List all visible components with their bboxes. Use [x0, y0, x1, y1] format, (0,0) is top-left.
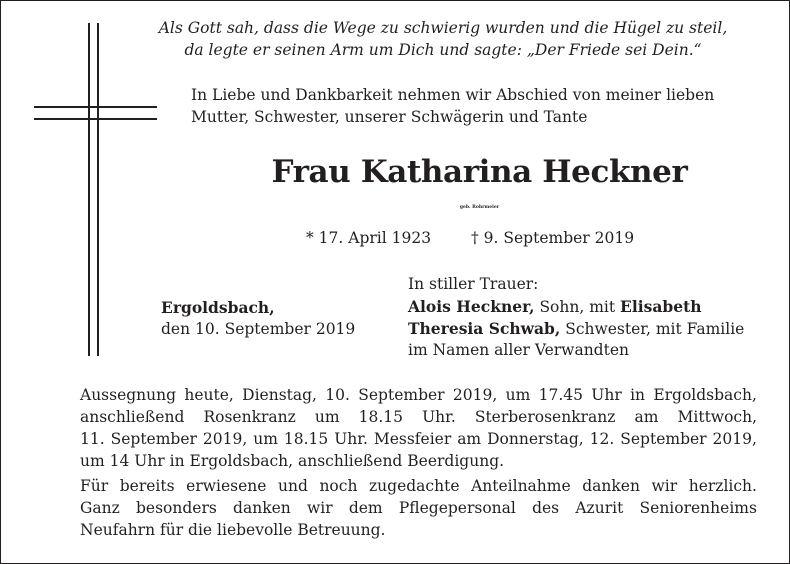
mourners: [408, 274, 744, 362]
deceased-name: Frau Katharina Heckner: [271, 154, 688, 190]
paragraph-line: um 14 Uhr in Ergoldsbach, anschließend Beerdigung.: [80, 452, 505, 470]
mourner-name: Alois Heckner,: [408, 297, 535, 316]
funeral-details: [80, 384, 757, 472]
birth-date: * 17. April 1923: [306, 229, 432, 247]
paragraph-line: Ganz besonders danken wir dem Pflegepersonal des Azurit Seniorenheims: [80, 499, 757, 517]
maiden-name: geb. Rohrmeier: [459, 205, 500, 210]
intro-text: [191, 85, 714, 129]
notice-date: den 10. September 2019: [161, 320, 356, 338]
mourners-heading: In stiller Trauer:: [408, 275, 539, 293]
mourner-name: Theresia Schwab,: [408, 319, 561, 338]
cross-horizontal-line: [34, 118, 157, 120]
cross-vertical-line: [88, 23, 90, 356]
paragraph-line: Für bereits erwiesene und noch zugedachte Anteilnahme danken wir herzlich.: [80, 477, 757, 495]
mourner-line: [408, 318, 744, 340]
thanks-text: [80, 475, 757, 541]
verse: [131, 18, 755, 62]
paragraph-line: Neufahrn für die liebevolle Betreuung.: [80, 521, 386, 539]
mourner-relation: Sohn, mit: [534, 298, 621, 316]
death-date: † 9. September 2019: [471, 229, 635, 247]
town: Ergoldsbach,: [161, 298, 275, 317]
mourner-relation: Schwester, mit Familie: [560, 320, 745, 338]
cross-center: [90, 108, 97, 118]
verse-line: Als Gott sah, dass die Wege zu schwierig wurden und die Hügel zu steil,: [158, 19, 728, 37]
cross-vertical-line: [97, 23, 99, 356]
mourner-line: im Namen aller Verwandten: [408, 341, 629, 359]
mourner-line: [408, 296, 744, 318]
paragraph-line: 11. September 2019, um 18.15 Uhr. Messfeier am Donnerstag, 12. September 2019,: [80, 430, 757, 448]
paragraph-line: anschließend Rosenkranz um 18.15 Uhr. Sterberosenkranz am Mittwoch,: [80, 408, 757, 426]
mourner-name: Elisabeth: [620, 297, 702, 316]
place-and-date: [161, 297, 355, 341]
verse-line: da legte er seinen Arm um Dich und sagte: „Der Friede sei Dein.“: [184, 41, 702, 59]
paragraph-line: Aussegnung heute, Dienstag, 10. September 2019, um 17.45 Uhr in Ergoldsbach,: [80, 386, 757, 404]
intro-line: In Liebe und Dankbarkeit nehmen wir Abschied von meiner lieben: [191, 86, 715, 104]
intro-line: Mutter, Schwester, unserer Schwägerin und Tante: [191, 108, 588, 126]
